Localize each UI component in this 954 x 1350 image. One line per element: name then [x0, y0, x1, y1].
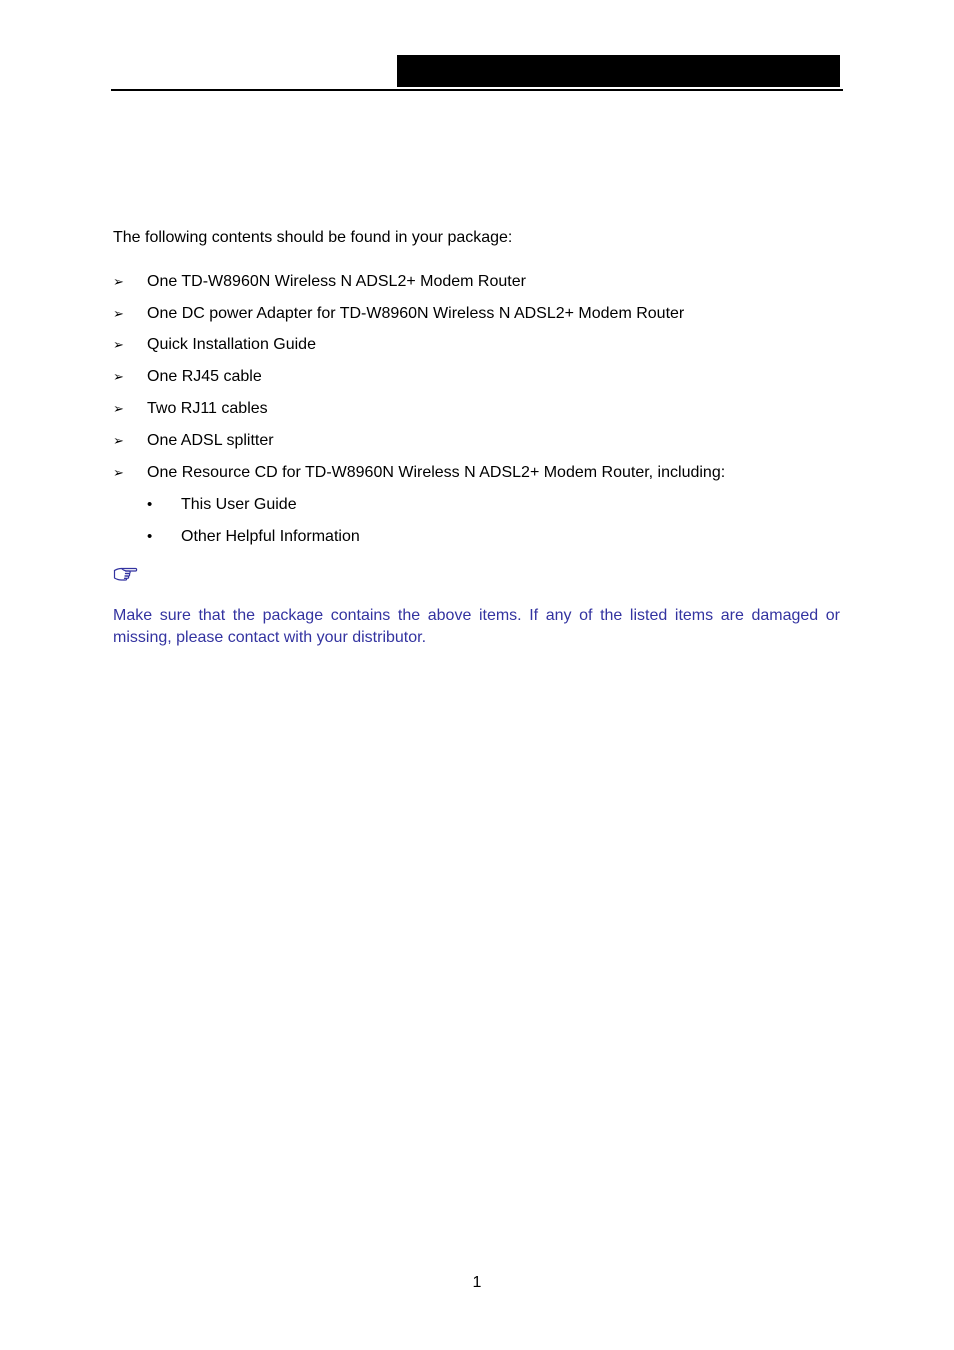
arrow-bullet-icon: ➢: [113, 337, 124, 352]
arrow-bullet-icon: ➢: [113, 274, 124, 289]
list-item-text: One ADSL splitter: [147, 432, 274, 449]
list-item-text: One RJ45 cable: [147, 368, 262, 385]
header-bar: [397, 55, 840, 87]
list-item-text: Two RJ11 cables: [147, 400, 268, 417]
dot-bullet-icon: •: [147, 528, 153, 545]
pointing-hand-icon: [113, 564, 139, 582]
note-text: Make sure that the package contains the above items. If any of the listed items are damaged or missing, please contact with your distributor.: [113, 607, 840, 646]
arrow-bullet-icon: ➢: [113, 369, 124, 384]
list-item-text: One TD-W8960N Wireless N ADSL2+ Modem Router: [147, 273, 526, 290]
intro-text: The following contents should be found in your package:: [113, 229, 513, 246]
arrow-bullet-icon: ➢: [113, 433, 124, 448]
dot-bullet-icon: •: [147, 496, 153, 513]
arrow-bullet-icon: ➢: [113, 465, 124, 480]
list-item-text: One Resource CD for TD-W8960N Wireless N ADSL2+ Modem Router, including:: [147, 464, 726, 481]
arrow-bullet-icon: ➢: [113, 306, 124, 321]
page-number: 1: [472, 1274, 482, 1291]
arrow-bullet-icon: ➢: [113, 401, 124, 416]
list-item-text: One DC power Adapter for TD-W8960N Wireless N ADSL2+ Modem Router: [147, 305, 685, 322]
sub-list-item-text: This User Guide: [181, 496, 297, 513]
header-rule: [111, 89, 843, 91]
list-item-text: Quick Installation Guide: [147, 336, 316, 353]
sub-list-item-text: Other Helpful Information: [181, 528, 360, 545]
